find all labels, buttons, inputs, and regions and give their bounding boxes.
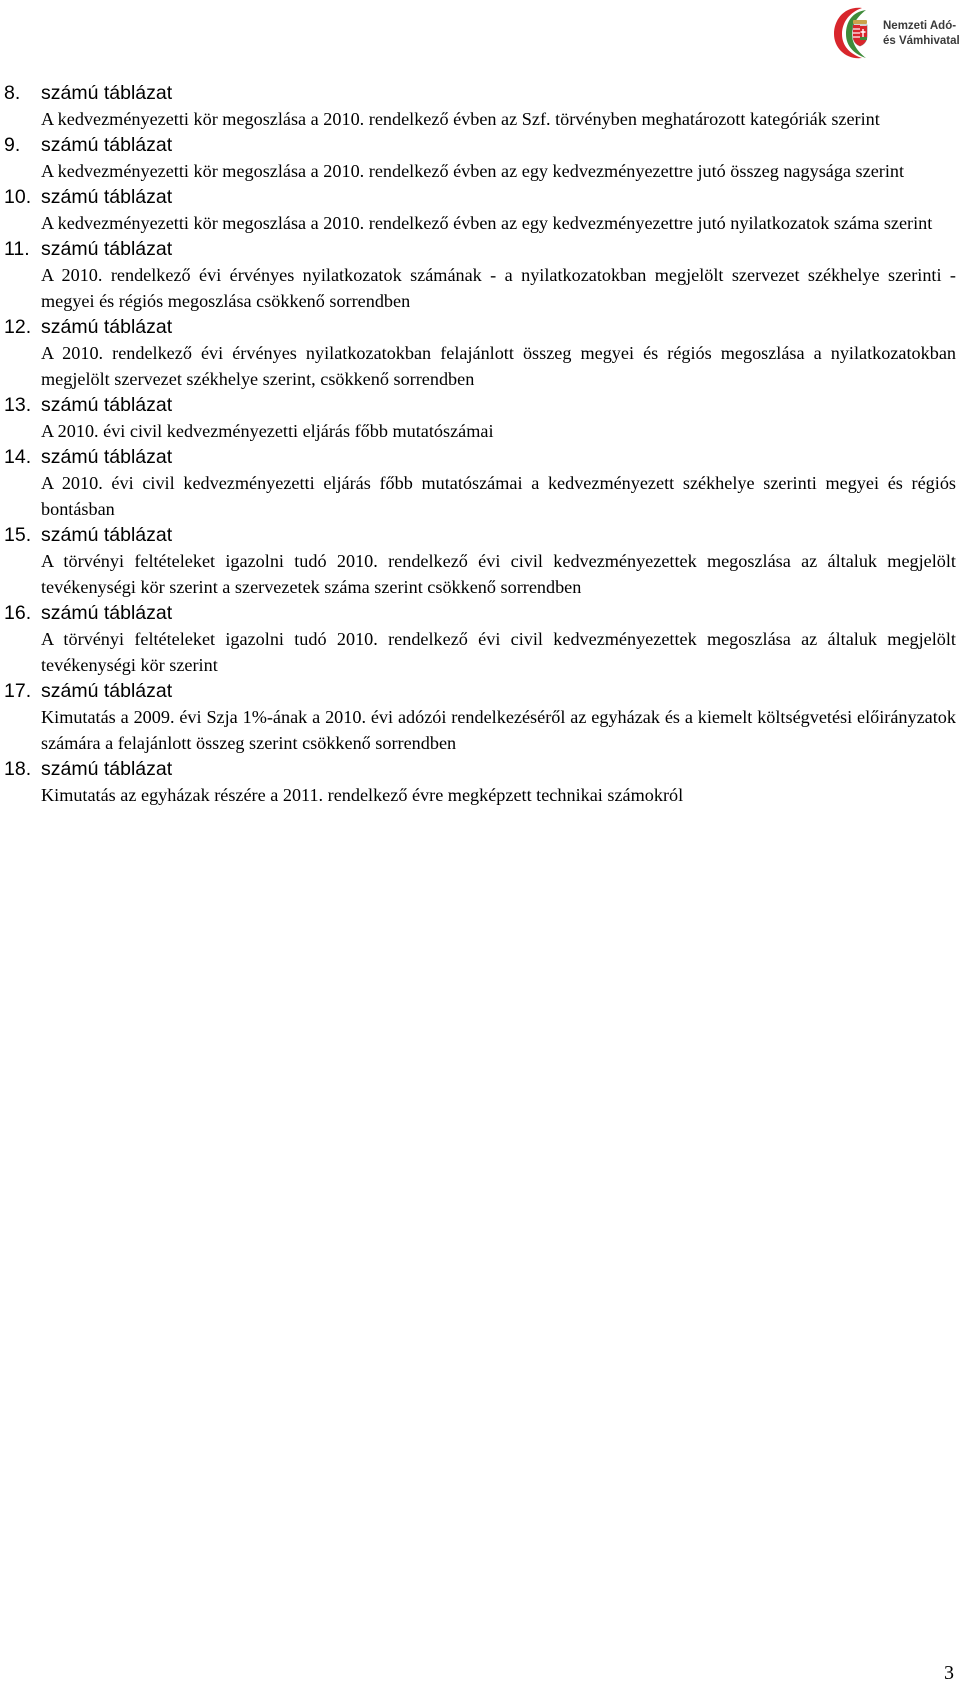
list-item	[4, 522, 956, 600]
entry-number: 11.	[4, 238, 30, 260]
entry-number: 14.	[4, 446, 32, 468]
list-item	[4, 314, 956, 392]
entry-number: 12.	[4, 316, 32, 338]
entry-description: A 2010. rendelkező évi érvényes nyilatkozatok számának - a nyilatkozatokban megjelölt szervezet székhelye szerinti - megyei és régiós megoszlása csökkenő sorrendben	[41, 265, 956, 311]
entry-description: Kimutatás az egyházak részére a 2011. rendelkező évre megképzett technikai számokról	[41, 785, 684, 805]
nav-logo	[822, 2, 958, 64]
entry-title: számú táblázat	[41, 680, 173, 702]
entry-number: 8.	[4, 82, 21, 104]
list-item	[4, 678, 956, 756]
entry-description: Kimutatás a 2009. évi Szja 1%-ának a 2010. évi adózói rendelkezéséről az egyházak és a kiemelt költségvetési előirányzatok számára a felajánlott összeg szerint csökkenő sorrendben	[41, 707, 956, 753]
entry-title: számú táblázat	[41, 602, 173, 624]
list-item	[4, 184, 956, 236]
logo-line-1: Nemzeti Adó-	[883, 20, 957, 32]
entry-title: számú táblázat	[41, 394, 173, 416]
entry-description: A 2010. évi civil kedvezményezetti eljárás főbb mutatószámai a kedvezményezett székhelye szerinti megyei és régiós bontásban	[41, 473, 956, 519]
entry-heading	[4, 444, 956, 470]
entry-title: számú táblázat	[41, 446, 173, 468]
entry-heading	[4, 522, 956, 548]
page-number: 3	[944, 1662, 954, 1684]
entry-heading	[4, 132, 956, 158]
entry-heading	[4, 600, 956, 626]
list-item	[4, 600, 956, 678]
entry-title: számú táblázat	[41, 186, 173, 208]
entry-number: 16.	[4, 602, 32, 624]
entry-heading	[4, 678, 956, 704]
entry-description: A törvényi feltételeket igazolni tudó 2010. rendelkező évi civil kedvezményezettek megoszlása az általuk megjelölt tevékenységi kör szerint	[41, 629, 956, 675]
list-item	[4, 236, 956, 314]
entry-number: 15.	[4, 524, 32, 546]
list-item	[4, 756, 956, 808]
entry-description: A kedvezményezetti kör megoszlása a 2010. rendelkező évben az egy kedvezményezettre jutó nyilatkozatok száma szerint	[41, 213, 933, 233]
entry-description: A 2010. évi civil kedvezményezetti eljárás főbb mutatószámai	[41, 421, 494, 441]
entry-number: 17.	[4, 680, 32, 702]
entry-title: számú táblázat	[41, 238, 173, 260]
entry-title: számú táblázat	[41, 134, 173, 156]
entry-description: A kedvezményezetti kör megoszlása a 2010. rendelkező évben az Szf. törvényben meghatározott kategóriák szerint	[41, 109, 880, 129]
entry-number: 18.	[4, 758, 32, 780]
entry-title: számú táblázat	[41, 82, 173, 104]
logo-text	[883, 19, 960, 49]
entry-heading	[4, 756, 956, 782]
list-item	[4, 444, 956, 522]
table-list	[4, 80, 956, 808]
entry-description: A kedvezményezetti kör megoszlása a 2010. rendelkező évben az egy kedvezményezettre jutó összeg nagysága szerint	[41, 161, 905, 181]
entry-description: A 2010. rendelkező évi érvényes nyilatkozatokban felajánlott összeg megyei és régiós megoszlása a nyilatkozatokban megjelölt szervezet székhelye szerint, csökkenő sorrendben	[41, 343, 956, 389]
entry-heading	[4, 392, 956, 418]
entry-heading	[4, 314, 956, 340]
entry-heading	[4, 184, 956, 210]
entry-number: 13.	[4, 394, 32, 416]
entry-heading	[4, 80, 956, 106]
entry-title: számú táblázat	[41, 524, 173, 546]
coat-of-arms-icon	[822, 2, 882, 64]
list-item	[4, 392, 956, 444]
entry-description: A törvényi feltételeket igazolni tudó 2010. rendelkező évi civil kedvezményezettek megoszlása az általuk megjelölt tevékenységi kör szerint a szervezetek száma szerint csökkenő sorrendben	[41, 551, 956, 597]
entry-number: 9.	[4, 134, 21, 156]
entry-title: számú táblázat	[41, 758, 173, 780]
entry-heading	[4, 236, 956, 262]
entry-number: 10.	[4, 186, 32, 208]
logo-line-2: és Vámhivatal	[883, 35, 960, 47]
list-item	[4, 132, 956, 184]
entry-title: számú táblázat	[41, 316, 173, 338]
list-item	[4, 80, 956, 132]
